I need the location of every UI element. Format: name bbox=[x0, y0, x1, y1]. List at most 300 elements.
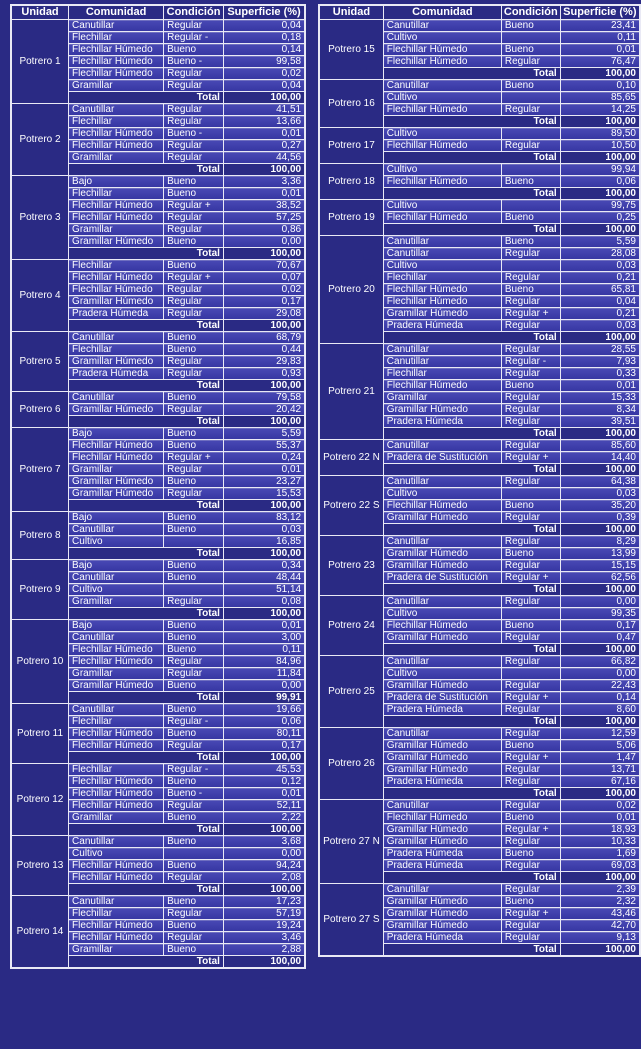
comunidad-cell: Flechillar bbox=[383, 368, 501, 380]
comunidad-cell: Cultivo bbox=[383, 260, 501, 272]
total-value-cell: 100,00 bbox=[560, 152, 640, 164]
condicion-cell: Regular bbox=[501, 800, 560, 812]
superficie-cell: 0,01 bbox=[223, 128, 305, 140]
unit-cell: Potrero 7 bbox=[11, 428, 69, 512]
comunidad-cell: Cultivo bbox=[69, 848, 164, 860]
comunidad-cell: Pradera Húmeda bbox=[383, 848, 501, 860]
condicion-cell: Bueno - bbox=[164, 788, 224, 800]
header-row bbox=[11, 5, 305, 20]
superficie-cell: 2,88 bbox=[223, 944, 305, 956]
comunidad-cell: Pradera Húmeda bbox=[69, 368, 164, 380]
comunidad-cell: Flechillar Húmedo bbox=[69, 656, 164, 668]
condicion-cell: Regular + bbox=[501, 908, 560, 920]
comunidad-cell: Flechillar Húmedo bbox=[69, 728, 164, 740]
condicion-cell: Regular bbox=[164, 488, 224, 500]
condicion-cell: Bueno - bbox=[164, 56, 224, 68]
condicion-cell: Regular bbox=[501, 728, 560, 740]
comunidad-cell: Flechillar Húmedo bbox=[383, 212, 501, 224]
total-value-cell: 100,00 bbox=[560, 788, 640, 800]
comunidad-cell: Cultivo bbox=[383, 92, 501, 104]
comunidad-cell: Gramillar bbox=[69, 152, 164, 164]
superficie-cell: 45,53 bbox=[223, 764, 305, 776]
superficie-cell: 0,06 bbox=[560, 176, 640, 188]
condicion-cell: Regular bbox=[164, 104, 224, 116]
unit-cell: Potrero 18 bbox=[319, 164, 383, 200]
superficie-cell: 15,53 bbox=[223, 488, 305, 500]
condicion-cell: Regular bbox=[164, 224, 224, 236]
superficie-cell: 8,34 bbox=[560, 404, 640, 416]
comunidad-cell: Gramillar Húmedo bbox=[383, 680, 501, 692]
superficie-cell: 0,34 bbox=[223, 560, 305, 572]
condicion-cell: Regular bbox=[501, 764, 560, 776]
condicion-cell: Bueno bbox=[501, 380, 560, 392]
comunidad-cell: Flechillar Húmedo bbox=[69, 644, 164, 656]
condicion-cell: Regular + bbox=[164, 200, 224, 212]
comunidad-cell: Gramillar Húmedo bbox=[69, 680, 164, 692]
total-value-cell: 100,00 bbox=[223, 824, 305, 836]
superficie-cell: 5,59 bbox=[223, 428, 305, 440]
condicion-cell: Regular bbox=[501, 632, 560, 644]
condicion-cell: Bueno bbox=[164, 776, 224, 788]
total-label-cell: Total bbox=[69, 692, 224, 704]
condicion-cell bbox=[501, 488, 560, 500]
potrero-table-right bbox=[318, 4, 641, 957]
condicion-cell: Regular + bbox=[164, 452, 224, 464]
condicion-cell: Regular bbox=[501, 248, 560, 260]
total-value-cell: 99,91 bbox=[223, 692, 305, 704]
condicion-cell: Bueno bbox=[501, 176, 560, 188]
comunidad-cell: Canutillar bbox=[383, 536, 501, 548]
table-row bbox=[11, 512, 305, 524]
condicion-cell: Regular bbox=[501, 932, 560, 944]
superficie-cell: 0,06 bbox=[223, 716, 305, 728]
comunidad-cell: Flechillar Húmedo bbox=[69, 272, 164, 284]
table-row bbox=[319, 536, 640, 548]
comunidad-cell: Gramillar Húmedo bbox=[383, 896, 501, 908]
total-value-cell: 100,00 bbox=[560, 716, 640, 728]
superficie-cell: 2,39 bbox=[560, 884, 640, 896]
superficie-cell: 62,56 bbox=[560, 572, 640, 584]
condicion-cell: Regular bbox=[501, 392, 560, 404]
condicion-cell: Regular bbox=[501, 440, 560, 452]
condicion-cell: Regular bbox=[164, 152, 224, 164]
condicion-cell: Regular bbox=[164, 404, 224, 416]
table-row bbox=[11, 392, 305, 404]
condicion-cell: Regular bbox=[501, 476, 560, 488]
total-label-cell: Total bbox=[69, 608, 224, 620]
table-row bbox=[319, 344, 640, 356]
condicion-cell: Regular bbox=[164, 296, 224, 308]
comunidad-cell: Gramillar Húmedo bbox=[69, 404, 164, 416]
unit-cell: Potrero 10 bbox=[11, 620, 69, 704]
superficie-cell: 69,03 bbox=[560, 860, 640, 872]
total-value-cell: 100,00 bbox=[560, 332, 640, 344]
condicion-cell: Regular bbox=[164, 284, 224, 296]
comunidad-cell: Gramillar bbox=[69, 596, 164, 608]
header-row bbox=[319, 5, 640, 20]
comunidad-cell: Gramillar Húmedo bbox=[383, 548, 501, 560]
total-value-cell: 100,00 bbox=[223, 320, 305, 332]
condicion-cell: Bueno bbox=[164, 44, 224, 56]
superficie-cell: 28,08 bbox=[560, 248, 640, 260]
total-label-cell: Total bbox=[383, 68, 560, 80]
condicion-cell: Regular bbox=[501, 344, 560, 356]
total-label-cell: Total bbox=[383, 716, 560, 728]
table-row bbox=[11, 836, 305, 848]
comunidad-cell: Gramillar bbox=[69, 812, 164, 824]
total-value-cell: 100,00 bbox=[223, 248, 305, 260]
condicion-cell: Regular - bbox=[164, 716, 224, 728]
total-label-cell: Total bbox=[69, 92, 224, 104]
condicion-cell: Bueno bbox=[501, 236, 560, 248]
comunidad-cell: Gramillar bbox=[69, 944, 164, 956]
superficie-cell: 0,39 bbox=[560, 512, 640, 524]
comunidad-cell: Pradera Húmeda bbox=[69, 308, 164, 320]
table-row bbox=[319, 200, 640, 212]
total-label-cell: Total bbox=[69, 380, 224, 392]
condicion-cell: Regular bbox=[501, 272, 560, 284]
superficie-cell: 2,22 bbox=[223, 812, 305, 824]
condicion-cell: Bueno bbox=[164, 704, 224, 716]
superficie-cell: 18,93 bbox=[560, 824, 640, 836]
total-label-cell: Total bbox=[383, 428, 560, 440]
superficie-cell: 0,01 bbox=[223, 620, 305, 632]
superficie-cell: 0,21 bbox=[560, 272, 640, 284]
comunidad-cell: Flechillar Húmedo bbox=[69, 68, 164, 80]
comunidad-cell: Cultivo bbox=[383, 164, 501, 176]
condicion-cell: Regular bbox=[164, 356, 224, 368]
total-label-cell: Total bbox=[69, 416, 224, 428]
unit-cell: Potrero 12 bbox=[11, 764, 69, 836]
comunidad-cell: Canutillar bbox=[69, 632, 164, 644]
condicion-cell: Regular bbox=[501, 704, 560, 716]
column-header-unidad: Unidad bbox=[319, 5, 383, 20]
superficie-cell: 0,03 bbox=[223, 524, 305, 536]
comunidad-cell: Pradera Húmeda bbox=[383, 860, 501, 872]
comunidad-cell: Flechillar bbox=[69, 32, 164, 44]
table-row bbox=[319, 164, 640, 176]
superficie-cell: 0,86 bbox=[223, 224, 305, 236]
superficie-cell: 39,51 bbox=[560, 416, 640, 428]
superficie-cell: 55,37 bbox=[223, 440, 305, 452]
superficie-cell: 68,79 bbox=[223, 332, 305, 344]
condicion-cell: Regular bbox=[501, 860, 560, 872]
condicion-cell bbox=[501, 200, 560, 212]
unit-cell: Potrero 13 bbox=[11, 836, 69, 896]
superficie-cell: 15,33 bbox=[560, 392, 640, 404]
superficie-cell: 35,20 bbox=[560, 500, 640, 512]
unit-cell: Potrero 20 bbox=[319, 236, 383, 344]
superficie-cell: 11,84 bbox=[223, 668, 305, 680]
comunidad-cell: Canutillar bbox=[383, 440, 501, 452]
superficie-cell: 22,43 bbox=[560, 680, 640, 692]
comunidad-cell: Flechillar bbox=[69, 908, 164, 920]
condicion-cell: Regular bbox=[501, 56, 560, 68]
superficie-cell: 0,03 bbox=[560, 488, 640, 500]
superficie-cell: 0,14 bbox=[223, 44, 305, 56]
table-row bbox=[319, 800, 640, 812]
comunidad-cell: Gramillar Húmedo bbox=[69, 356, 164, 368]
condicion-cell: Regular - bbox=[164, 32, 224, 44]
superficie-cell: 0,04 bbox=[560, 296, 640, 308]
condicion-cell: Regular bbox=[501, 140, 560, 152]
superficie-cell: 2,32 bbox=[560, 896, 640, 908]
superficie-cell: 0,00 bbox=[560, 668, 640, 680]
comunidad-cell: Pradera Húmeda bbox=[383, 704, 501, 716]
condicion-cell: Bueno bbox=[164, 560, 224, 572]
comunidad-cell: Canutillar bbox=[383, 728, 501, 740]
total-value-cell: 100,00 bbox=[223, 500, 305, 512]
total-label-cell: Total bbox=[383, 188, 560, 200]
comunidad-cell: Canutillar bbox=[69, 572, 164, 584]
condicion-cell: Regular bbox=[501, 416, 560, 428]
total-label-cell: Total bbox=[69, 884, 224, 896]
condicion-cell: Regular bbox=[501, 296, 560, 308]
condicion-cell: Bueno bbox=[164, 344, 224, 356]
comunidad-cell: Gramillar Húmedo bbox=[383, 764, 501, 776]
superficie-cell: 0,27 bbox=[223, 140, 305, 152]
comunidad-cell: Flechillar Húmedo bbox=[383, 284, 501, 296]
condicion-cell: Regular bbox=[501, 596, 560, 608]
condicion-cell bbox=[501, 32, 560, 44]
comunidad-cell: Canutillar bbox=[69, 836, 164, 848]
condicion-cell: Regular bbox=[164, 740, 224, 752]
condicion-cell: Bueno bbox=[164, 188, 224, 200]
comunidad-cell: Cultivo bbox=[383, 200, 501, 212]
comunidad-cell: Canutillar bbox=[69, 392, 164, 404]
comunidad-cell: Gramillar Húmedo bbox=[383, 308, 501, 320]
condicion-cell: Regular bbox=[501, 536, 560, 548]
superficie-cell: 0,17 bbox=[223, 296, 305, 308]
comunidad-cell: Canutillar bbox=[383, 356, 501, 368]
condicion-cell: Bueno bbox=[164, 632, 224, 644]
superficie-cell: 13,66 bbox=[223, 116, 305, 128]
condicion-cell bbox=[501, 92, 560, 104]
superficie-cell: 1,47 bbox=[560, 752, 640, 764]
comunidad-cell: Canutillar bbox=[383, 20, 501, 32]
superficie-cell: 5,06 bbox=[560, 740, 640, 752]
condicion-cell: Bueno bbox=[164, 680, 224, 692]
unit-cell: Potrero 19 bbox=[319, 200, 383, 236]
comunidad-cell: Pradera Húmeda bbox=[383, 416, 501, 428]
condicion-cell: Regular bbox=[164, 908, 224, 920]
comunidad-cell: Canutillar bbox=[383, 236, 501, 248]
condicion-cell: Bueno bbox=[164, 332, 224, 344]
superficie-cell: 2,08 bbox=[223, 872, 305, 884]
comunidad-cell: Cultivo bbox=[383, 32, 501, 44]
table-row bbox=[319, 128, 640, 140]
total-label-cell: Total bbox=[383, 584, 560, 596]
table-row bbox=[319, 476, 640, 488]
total-label-cell: Total bbox=[383, 116, 560, 128]
condicion-cell: Regular bbox=[164, 212, 224, 224]
comunidad-cell: Flechillar Húmedo bbox=[383, 176, 501, 188]
table-row bbox=[11, 704, 305, 716]
condicion-cell bbox=[501, 164, 560, 176]
comunidad-cell: Cultivo bbox=[383, 668, 501, 680]
table-row bbox=[319, 236, 640, 248]
comunidad-cell: Canutillar bbox=[69, 332, 164, 344]
condicion-cell: Regular bbox=[501, 680, 560, 692]
comunidad-cell: Flechillar bbox=[69, 260, 164, 272]
unit-cell: Potrero 2 bbox=[11, 104, 69, 176]
condicion-cell: Bueno bbox=[164, 860, 224, 872]
table-row bbox=[11, 620, 305, 632]
condicion-cell: Regular bbox=[164, 932, 224, 944]
superficie-cell: 0,01 bbox=[560, 380, 640, 392]
comunidad-cell: Gramillar bbox=[383, 392, 501, 404]
superficie-cell: 65,81 bbox=[560, 284, 640, 296]
comunidad-cell: Pradera Húmeda bbox=[383, 932, 501, 944]
superficie-cell: 15,15 bbox=[560, 560, 640, 572]
comunidad-cell: Bajo bbox=[69, 176, 164, 188]
condicion-cell: Regular bbox=[501, 776, 560, 788]
comunidad-cell: Flechillar bbox=[69, 716, 164, 728]
comunidad-cell: Flechillar Húmedo bbox=[383, 620, 501, 632]
superficie-cell: 85,65 bbox=[560, 92, 640, 104]
comunidad-cell: Canutillar bbox=[69, 524, 164, 536]
total-value-cell: 100,00 bbox=[560, 464, 640, 476]
comunidad-cell: Gramillar Húmedo bbox=[383, 824, 501, 836]
comunidad-cell: Pradera Húmeda bbox=[383, 320, 501, 332]
superficie-cell: 0,01 bbox=[223, 788, 305, 800]
comunidad-cell: Canutillar bbox=[69, 896, 164, 908]
superficie-cell: 29,08 bbox=[223, 308, 305, 320]
comunidad-cell: Flechillar Húmedo bbox=[383, 296, 501, 308]
superficie-cell: 1,69 bbox=[560, 848, 640, 860]
condicion-cell: Regular bbox=[164, 872, 224, 884]
unit-cell: Potrero 1 bbox=[11, 20, 69, 104]
superficie-cell: 64,38 bbox=[560, 476, 640, 488]
condicion-cell: Regular bbox=[164, 140, 224, 152]
condicion-cell: Bueno bbox=[501, 620, 560, 632]
total-value-cell: 100,00 bbox=[223, 884, 305, 896]
comunidad-cell: Canutillar bbox=[69, 20, 164, 32]
condicion-cell: Regular bbox=[164, 116, 224, 128]
condicion-cell: Regular - bbox=[501, 356, 560, 368]
comunidad-cell: Flechillar bbox=[69, 188, 164, 200]
condicion-cell: Bueno bbox=[164, 920, 224, 932]
column-header-condicio-n: Condición bbox=[501, 5, 560, 20]
superficie-cell: 83,12 bbox=[223, 512, 305, 524]
condicion-cell: Regular bbox=[164, 596, 224, 608]
comunidad-cell: Cultivo bbox=[69, 584, 164, 596]
superficie-cell: 0,21 bbox=[560, 308, 640, 320]
column-header-unidad: Unidad bbox=[11, 5, 69, 20]
superficie-cell: 76,47 bbox=[560, 56, 640, 68]
comunidad-cell: Flechillar Húmedo bbox=[69, 452, 164, 464]
unit-cell: Potrero 8 bbox=[11, 512, 69, 560]
condicion-cell: Regular + bbox=[501, 452, 560, 464]
comunidad-cell: Flechillar Húmedo bbox=[69, 872, 164, 884]
comunidad-cell: Gramillar bbox=[69, 80, 164, 92]
superficie-cell: 0,02 bbox=[223, 68, 305, 80]
unit-cell: Potrero 25 bbox=[319, 656, 383, 728]
superficie-cell: 19,24 bbox=[223, 920, 305, 932]
total-label-cell: Total bbox=[69, 500, 224, 512]
unit-cell: Potrero 21 bbox=[319, 344, 383, 440]
superficie-cell: 89,50 bbox=[560, 128, 640, 140]
condicion-cell: Regular bbox=[501, 560, 560, 572]
comunidad-cell: Pradera Húmeda bbox=[383, 776, 501, 788]
table-row bbox=[319, 884, 640, 896]
table-row bbox=[319, 20, 640, 32]
comunidad-cell: Canutillar bbox=[383, 656, 501, 668]
unit-cell: Potrero 27 S bbox=[319, 884, 383, 957]
condicion-cell: Regular bbox=[501, 656, 560, 668]
comunidad-cell: Flechillar Húmedo bbox=[69, 44, 164, 56]
superficie-cell: 0,12 bbox=[223, 776, 305, 788]
superficie-cell: 0,08 bbox=[223, 596, 305, 608]
comunidad-cell: Canutillar bbox=[383, 344, 501, 356]
comunidad-cell: Pradera de Sustitución bbox=[383, 692, 501, 704]
superficie-cell: 23,41 bbox=[560, 20, 640, 32]
condicion-cell: Bueno bbox=[501, 20, 560, 32]
superficie-cell: 0,01 bbox=[560, 812, 640, 824]
comunidad-cell: Canutillar bbox=[383, 884, 501, 896]
superficie-cell: 94,24 bbox=[223, 860, 305, 872]
superficie-cell: 99,94 bbox=[560, 164, 640, 176]
superficie-cell: 0,17 bbox=[223, 740, 305, 752]
total-value-cell: 100,00 bbox=[560, 524, 640, 536]
superficie-cell: 0,03 bbox=[560, 260, 640, 272]
superficie-cell: 51,14 bbox=[223, 584, 305, 596]
comunidad-cell: Gramillar Húmedo bbox=[69, 476, 164, 488]
condicion-cell: Regular + bbox=[501, 308, 560, 320]
total-value-cell: 100,00 bbox=[223, 92, 305, 104]
column-header-superficie: Superficie (%) bbox=[560, 5, 640, 20]
total-value-cell: 100,00 bbox=[560, 188, 640, 200]
superficie-cell: 38,52 bbox=[223, 200, 305, 212]
superficie-cell: 16,85 bbox=[223, 536, 305, 548]
condicion-cell: Regular + bbox=[164, 272, 224, 284]
total-label-cell: Total bbox=[69, 956, 224, 969]
comunidad-cell: Gramillar bbox=[69, 464, 164, 476]
condicion-cell: Bueno bbox=[164, 392, 224, 404]
superficie-cell: 3,46 bbox=[223, 932, 305, 944]
condicion-cell: Regular + bbox=[501, 692, 560, 704]
table-row bbox=[11, 332, 305, 344]
condicion-cell: Bueno bbox=[164, 476, 224, 488]
condicion-cell: Regular bbox=[501, 320, 560, 332]
comunidad-cell: Canutillar bbox=[383, 596, 501, 608]
comunidad-cell: Flechillar Húmedo bbox=[69, 56, 164, 68]
condicion-cell: Bueno bbox=[164, 236, 224, 248]
superficie-cell: 43,46 bbox=[560, 908, 640, 920]
comunidad-cell: Flechillar Húmedo bbox=[69, 788, 164, 800]
comunidad-cell: Canutillar bbox=[69, 704, 164, 716]
condicion-cell: Bueno bbox=[501, 812, 560, 824]
superficie-cell: 12,59 bbox=[560, 728, 640, 740]
superficie-cell: 28,55 bbox=[560, 344, 640, 356]
condicion-cell: Bueno bbox=[164, 176, 224, 188]
superficie-cell: 9,13 bbox=[560, 932, 640, 944]
total-label-cell: Total bbox=[383, 872, 560, 884]
superficie-cell: 44,56 bbox=[223, 152, 305, 164]
superficie-cell: 0,17 bbox=[560, 620, 640, 632]
superficie-cell: 10,33 bbox=[560, 836, 640, 848]
condicion-cell bbox=[164, 584, 224, 596]
condicion-cell: Bueno bbox=[164, 896, 224, 908]
superficie-cell: 67,16 bbox=[560, 776, 640, 788]
comunidad-cell: Gramillar Húmedo bbox=[383, 404, 501, 416]
total-value-cell: 100,00 bbox=[223, 608, 305, 620]
superficie-cell: 42,70 bbox=[560, 920, 640, 932]
unit-cell: Potrero 24 bbox=[319, 596, 383, 656]
total-value-cell: 100,00 bbox=[560, 584, 640, 596]
condicion-cell: Bueno bbox=[501, 896, 560, 908]
comunidad-cell: Flechillar Húmedo bbox=[69, 440, 164, 452]
